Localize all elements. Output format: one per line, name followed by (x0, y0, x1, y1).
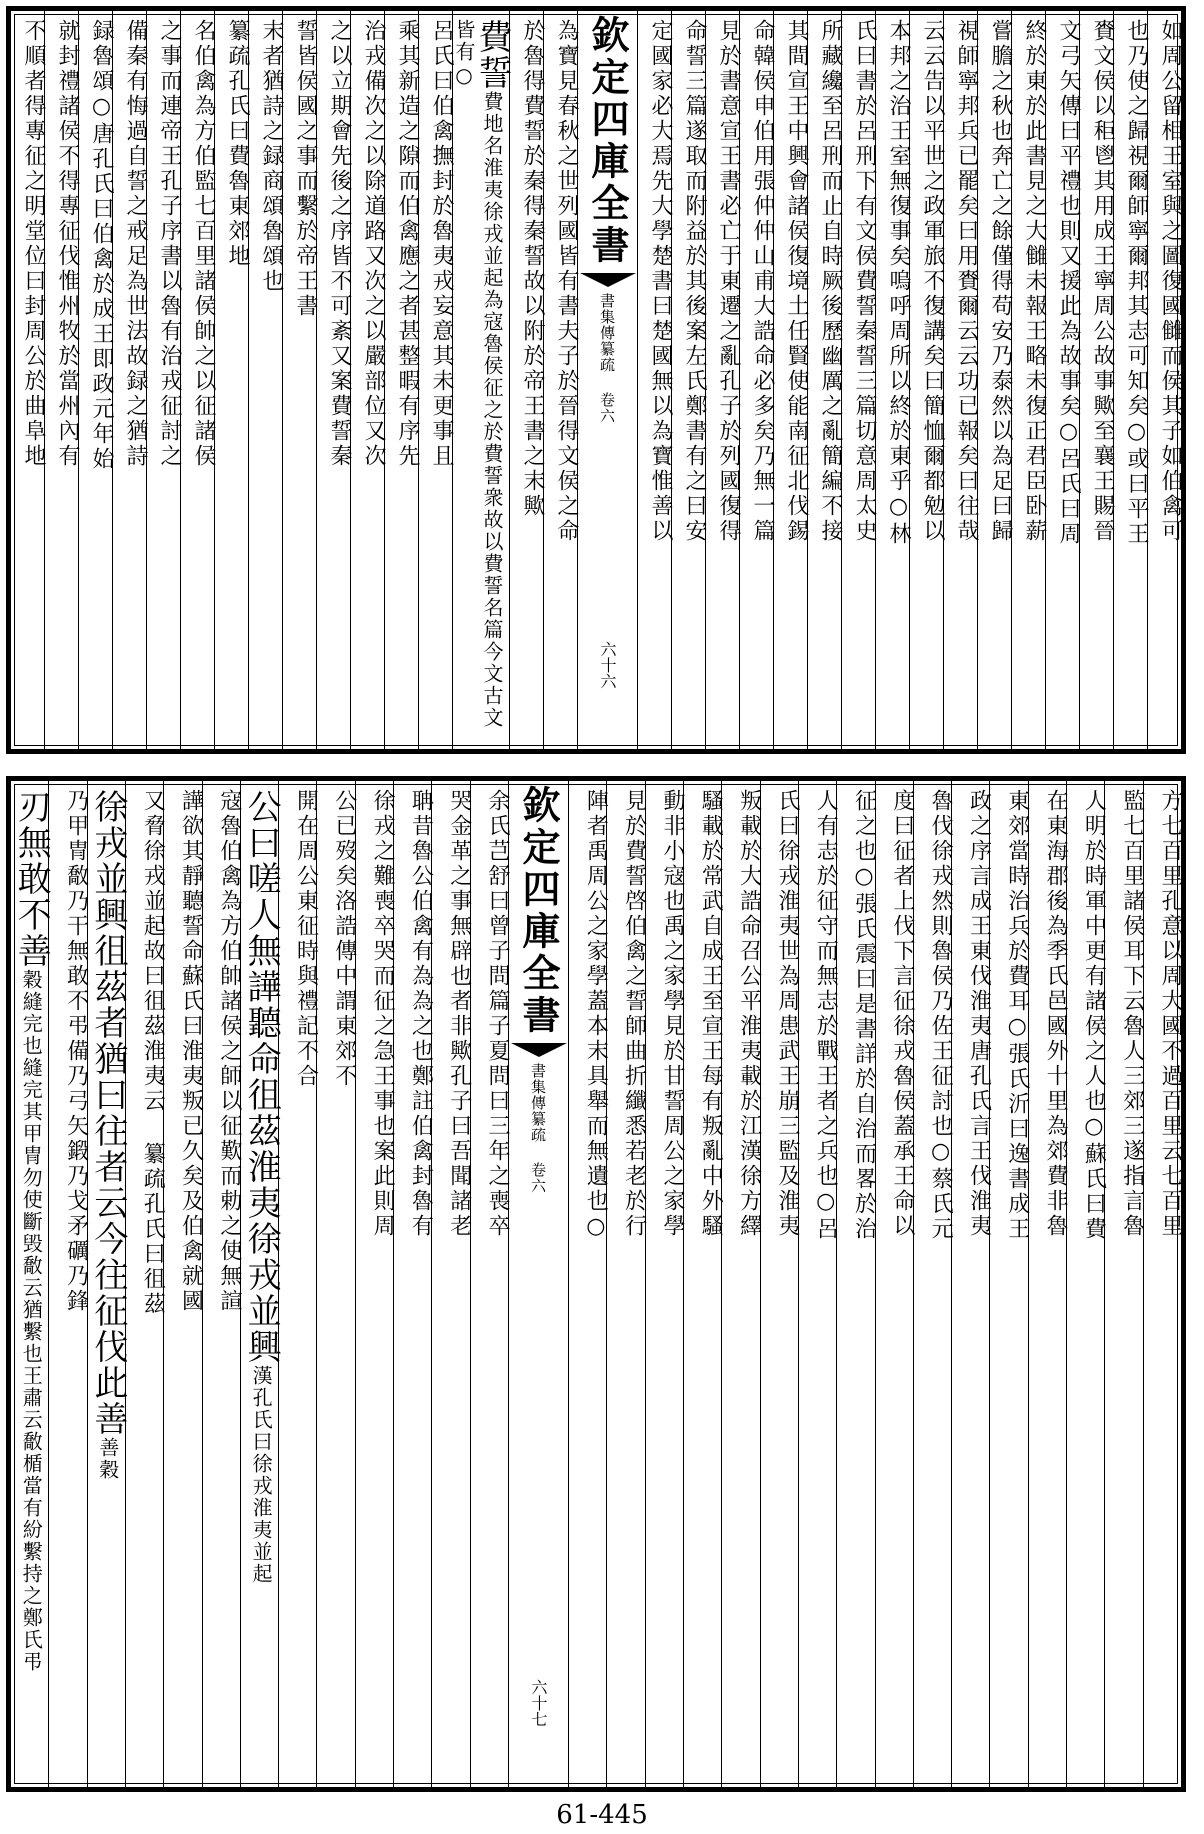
text-column: 氏曰徐戎淮夷世為周患武王崩三監及淮夷 (760, 781, 798, 1787)
text-column: 賚文侯以秬鬯其用成王寧周公故事歟至襄王賜晉 (1079, 11, 1113, 749)
text-column: 定國家必大焉先大學楚書曰楚國無以為寶惟善以 (637, 11, 671, 749)
text-column: 云云告以平世之政軍旅不復講矣曰簡恤爾都勉以 (909, 11, 943, 749)
text-column: 末者猶詩之録商頌魯頌也 (248, 11, 282, 749)
text-column: 纂疏孔氏曰費魯東郊地 (214, 11, 248, 749)
fishtail-mark (511, 1043, 567, 1057)
heading-text: 徐戎並興徂茲者猶曰往者云今往征伐此善 (87, 789, 128, 1437)
text-column: 文弓矢傳曰平禮也則又援此為故事矣○呂氏曰周 (1045, 11, 1079, 749)
text-column: 公已歿矣洛誥傳中謂東郊不 (316, 781, 354, 1787)
text-column: 譁欲其靜聽誓命蘇氏曰淮夷叛已久矣及伯禽就國 (163, 781, 201, 1787)
text-column: 監七百里諸侯耳下云魯人三郊三遂指言魯 (1104, 781, 1142, 1787)
text-column: 備秦有悔過自誓之戒足為世法故録之猶詩 (112, 11, 146, 749)
text-column: 徐戎之難喪卒哭而征之急王事也案此則周 (355, 781, 393, 1787)
annotation-text: 善穀 (95, 1437, 120, 1481)
text-column: 呂氏曰伯禽撫封於魯夷戎妄意其未更事且 (418, 11, 452, 749)
text-column: 聃昔魯公伯禽有為為之也鄭註伯禽封魯有 (393, 781, 431, 1787)
text-column: 哭金革之事無辟也者非歟孔子曰吾聞諸老 (431, 781, 469, 1787)
text-column: 在東海郡後為季氏邑國外十里為郊費非魯 (1028, 781, 1066, 1787)
folio-number: 六十七 (529, 1679, 548, 1727)
text-column: 治戎備次之以除道路又次之以嚴部位又次 (350, 11, 384, 749)
text-column (87, 781, 128, 1787)
text-column: 余氏芑舒曰曾子問篇子夏問曰三年之喪卒 (470, 781, 508, 1787)
text-column: 不順者得專征之明堂位曰封周公於曲阜地 (21, 19, 46, 469)
text-column: 政之序言成王東伐淮夷唐孔氏言王伐淮夷 (951, 781, 989, 1787)
text-column: 見於費誓啓伯禽之誓師曲折纖悉若老於行 (606, 781, 644, 1787)
text-column: 之以立期會先後之序皆不可紊又案費誓秦 (316, 11, 350, 749)
text-column: 人有志於征守而無志於戰王者之兵也○呂 (798, 781, 836, 1787)
text-column: 寇魯伯禽為方伯帥諸侯之師以征歎而勅之使無諠 (202, 781, 240, 1787)
text-column: 為寶見春秋之世列國皆有書夫子於晉得文侯之命 (543, 11, 577, 749)
bottom-page-panel (6, 776, 1186, 1792)
volume-label: 書集傳纂疏 卷六 (598, 293, 616, 424)
volume-label: 書集傳纂疏 卷六 (529, 1063, 547, 1194)
text-column: 如周公留相王室與之圖復國雠而侯其子如伯禽可 (1147, 11, 1181, 749)
text-column: 魯伐徐戎然則魯侯乃佐王征討也○蔡氏元 (913, 781, 951, 1787)
annotation-text: 穀縫完也縫完其甲冑勿使斷毁敿云猶繫也王肅云敿楯當有紛繫持之鄭氏弔 (19, 969, 44, 1673)
book-title: 欽定四庫全書 (585, 15, 630, 267)
book-title: 欽定四庫全書 (516, 785, 561, 1037)
text-column: 又脅徐戎並起故曰徂茲淮夷云 纂疏孔氏曰徂茲 (125, 781, 163, 1787)
text-column: 名伯禽為方伯監七百里諸侯帥之以征諸侯 (180, 11, 214, 749)
text-column: 就封禮諸侯不得專征伐惟州牧於當州內有 (44, 11, 78, 749)
text-column: 開在周公東征時與禮記不合 (278, 781, 316, 1787)
text-column: 氏曰書於呂刑下有文侯費誓秦誓三篇切意周太史 (841, 11, 875, 749)
text-column: 騷載於常武自成王至宣王每有叛亂中外騷 (683, 781, 721, 1787)
heading-text: 費誓 (472, 19, 512, 91)
text-column: 人明於時軍中更有諸侯之人也○蘇氏曰費 (1066, 781, 1104, 1787)
heading-text: 公曰嗟人無譁聽命徂茲淮夷徐戎並興 (241, 789, 282, 1365)
fishtail-mark (580, 273, 636, 287)
text-column: 東郊當時治兵於費耳○張氏沂曰逸書成王 (989, 781, 1027, 1787)
text-column: 陣者禹周公之家學蓋本末具舉而無遺也○ (568, 781, 606, 1787)
text-column: 誓皆侯國之事而繫於帝王書 (282, 11, 316, 749)
folio-number: 六十六 (598, 641, 617, 689)
text-column: 命誓三篇遂取而附益於其後案左氏鄭書有之曰安 (671, 11, 705, 749)
top-page-panel (6, 6, 1186, 754)
text-column: 命韓侯申伯用張仲仲山甫大誥命必多矣乃無一篇 (739, 11, 773, 749)
page-number: 61-445 (556, 1800, 648, 1830)
text-column: 見於書意宣王書必亡于東遷之亂孔子於列國復得 (705, 11, 739, 749)
annotation-text: 費地名淮夷徐戎並起為寇魯侯征之於費誓衆故以費誓名篇今文古文皆有○ (452, 19, 504, 729)
text-column: 征之也○張氏震曰是書詳於自治而畧於治 (836, 781, 874, 1787)
annotation-text: 漢孔氏曰徐戎淮夷並起 (249, 1365, 274, 1585)
text-column: 於魯得費誓於秦得秦誓故以附於帝王書之末歟 (509, 11, 543, 749)
text-column: 之事而連帝王孔子序書以魯有治戎征討之 (146, 11, 180, 749)
text-column: 也乃使之歸視爾師寧爾邦其志可知矣○或曰平王 (1113, 11, 1147, 749)
text-column: 所藏纔至呂刑而止自時厥後歷幽厲之亂簡編不接 (807, 11, 841, 749)
text-column: 方七百里孔意以周大國不過百里云七百里 (1143, 781, 1181, 1787)
text-column: 度曰征者上伐下言征徐戎魯侯蓋承王命以 (875, 781, 913, 1787)
heading-text: 刃無敢不善 (11, 789, 52, 969)
text-column (11, 781, 52, 1787)
text-column: 其間宣王中興會諸侯復境土任賢使能南征北伐錫 (773, 11, 807, 749)
book-spine-column (577, 11, 637, 749)
text-column: 終於東於此書見之大雠未報王略未復正君臣卧薪 (1011, 11, 1045, 749)
text-column: 嘗膽之秋也奔亡之餘僅得苟安乃泰然以為足曰歸 (977, 11, 1011, 749)
text-column: 動非小寇也禹之家學見於甘誓周公之家學 (645, 781, 683, 1787)
text-column: 乘其新造之隙而伯禽應之者甚整暇有序先 (384, 11, 418, 749)
text-column: 視師寧邦兵已罷矣曰用賚爾云云功已報矣曰往哉 (943, 11, 977, 749)
text-column (240, 781, 282, 1787)
text-column: 叛載於大誥命召公平淮夷載於江漢徐方繹 (721, 781, 759, 1787)
text-column: 乃甲冑敿乃干無敢不弔備乃弓矢鍛乃戈矛礪乃鋒 (48, 781, 86, 1787)
text-column: 本邦之治王室無復事矣嗚呼周所以終於東乎○林 (875, 11, 909, 749)
text-column: 録魯頌○唐孔氏曰伯禽於成王即政元年始 (78, 11, 112, 749)
book-spine-column (508, 781, 568, 1787)
text-column (452, 11, 512, 749)
